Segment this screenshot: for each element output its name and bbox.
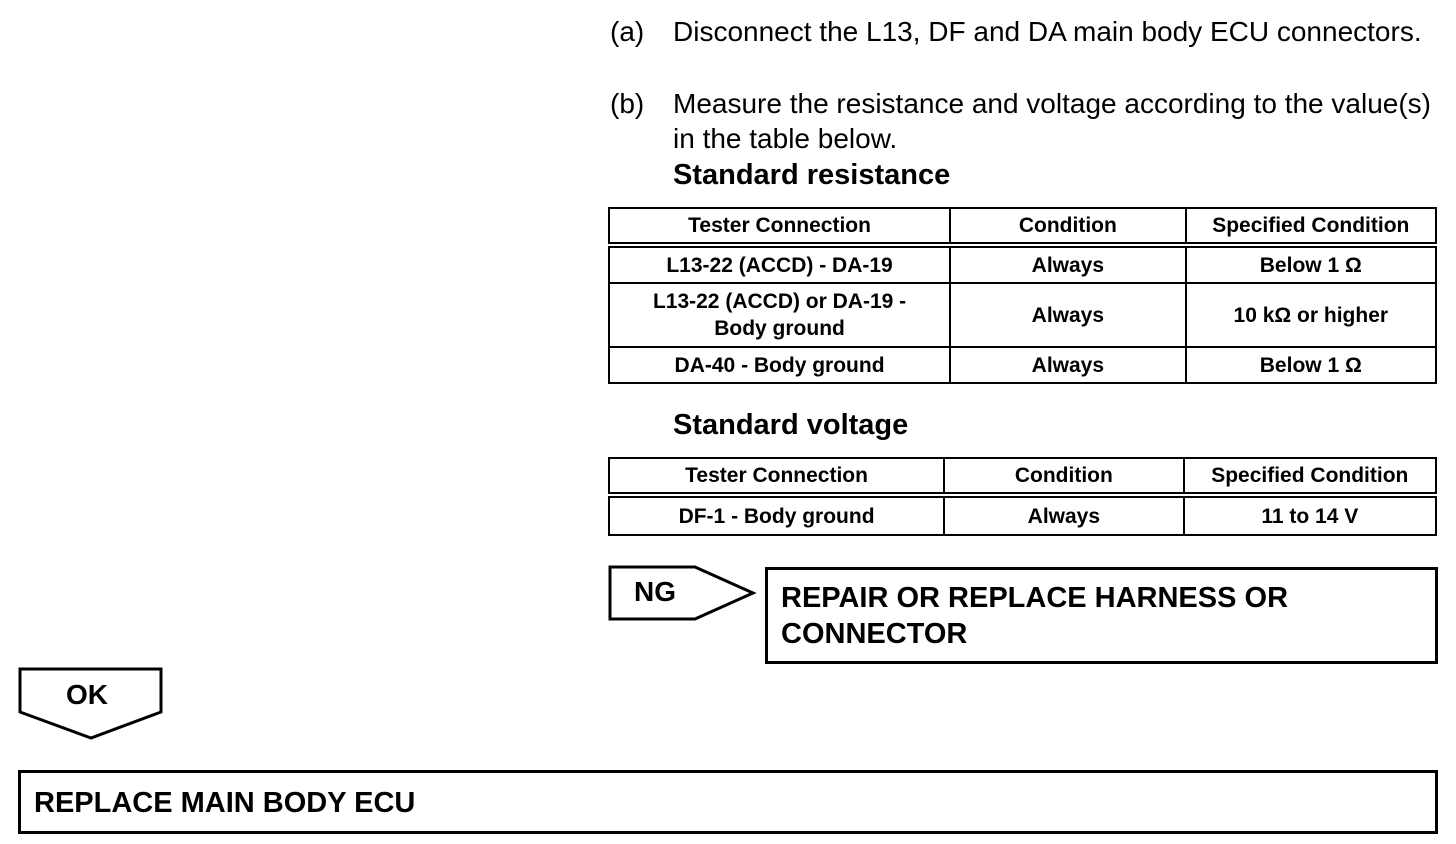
header-cell: Tester Connection	[609, 208, 950, 245]
table-cell: DA-40 - Body ground	[609, 347, 950, 383]
ok-label: OK	[66, 679, 108, 710]
header-cell: Specified Condition	[1186, 208, 1436, 245]
standard-resistance-title: Standard resistance	[673, 159, 951, 191]
table-cell: Always	[944, 495, 1183, 535]
header-cell: Tester Connection	[609, 458, 944, 495]
ok-action-box: REPLACE MAIN BODY ECU	[18, 770, 1438, 834]
table-cell: Below 1 Ω	[1186, 245, 1436, 283]
table-cell: Always	[950, 245, 1185, 283]
table-header-row	[609, 458, 1436, 495]
table-row	[609, 347, 1436, 383]
table-cell: 10 kΩ or higher	[1186, 283, 1436, 347]
ng-label: NG	[634, 576, 676, 607]
table-row	[609, 495, 1436, 535]
resistance-table	[608, 207, 1437, 384]
table-cell: 11 to 14 V	[1184, 495, 1436, 535]
table-cell: DF-1 - Body ground	[609, 495, 944, 535]
header-cell: Condition	[950, 208, 1185, 245]
voltage-table	[608, 457, 1437, 536]
header-cell: Condition	[944, 458, 1183, 495]
table-header-row	[609, 208, 1436, 245]
table-cell: L13-22 (ACCD) - DA-19	[609, 245, 950, 283]
table-row	[609, 245, 1436, 283]
standard-voltage-title: Standard voltage	[673, 409, 909, 441]
ng-action-box: REPAIR OR REPLACE HARNESS OR CONNECTOR	[765, 567, 1438, 664]
table-row	[609, 283, 1436, 347]
step-letter: (a)	[610, 16, 645, 47]
step-text: Measure the resistance and voltage according to the value(s) in the table below.	[673, 88, 1431, 154]
step-letter: (b)	[610, 88, 645, 119]
table-cell: Below 1 Ω	[1186, 347, 1436, 383]
header-cell: Specified Condition	[1184, 458, 1436, 495]
table-cell: Always	[950, 347, 1185, 383]
step-text: Disconnect the L13, DF and DA main body ECU connectors.	[673, 16, 1422, 47]
ng-arrow-icon	[608, 565, 758, 623]
table-cell: Always	[950, 283, 1185, 347]
table-cell: L13-22 (ACCD) or DA-19 - Body ground	[609, 283, 950, 347]
